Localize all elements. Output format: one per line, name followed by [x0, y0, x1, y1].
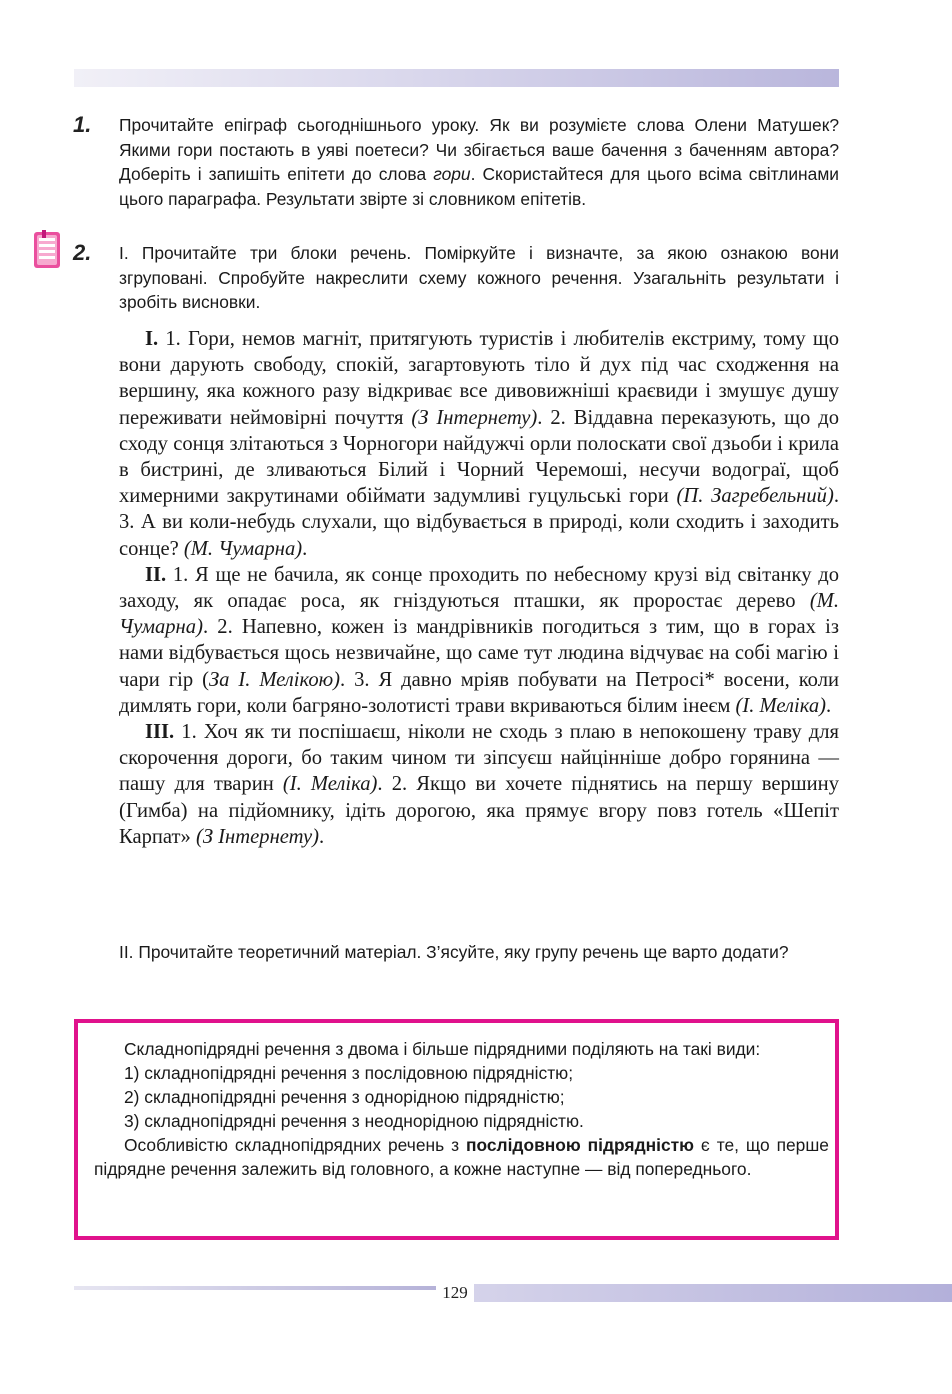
task-1-body-end: . Скористайтеся для цього всіма світлинами цього параграфа. Результати звірте зі словником епітетів.	[119, 164, 839, 209]
task-1-body: Прочитайте епіграф сьогоднішнього уроку. Як ви розумієте слова Олени Матушек? Якими гори постають в уяві поетеси? Чи збігається ваше бачення з баченням автора? Доберіть і запишіть епітети до слова	[119, 115, 839, 184]
block-label: ІІ.	[145, 563, 167, 586]
sentence-text: . 2. Віддавна переказують, що до сходу сонця злітаються з Чорногори найдужчі орли полоскати свої дзьоби і крила в бистрині, де зливаються Білий і Чорний Черемоші, несучи водограї, щоб химерними закрутинами обіймати задумливі гуцульські гори	[119, 406, 839, 508]
sentence-text: 1. Я ще не бачила, як сонце проходить по небесному крузі від світанку до заходу, як опадає роса, як гніздуються пташки, як проростає дерево	[119, 563, 839, 613]
sentence-text: .	[302, 537, 308, 560]
notebook-icon	[31, 230, 63, 270]
task-1-text	[119, 113, 839, 211]
sentence-text: . 3. А ви коли-небудь слухали, що відбувається в природі, коли сходить і заходить сонце?	[119, 485, 839, 560]
theory-item: 3) складнопідрядні речення з неоднорідною підрядністю.	[124, 1111, 584, 1131]
sentence-text: .	[319, 825, 325, 848]
sentence-text: 1. Гори, немов магніт, притягують туристів і любителів екстриму, тому що вони дарують свободу, спокій, загартовують тіло й дух під час сходження на вершину, яка кожного разу відкриває все дивовижніші краєвиди і змушує душу переживати неймовірні почуття	[119, 328, 839, 429]
theory-item: 2) складнопідрядні речення з однорідною підрядністю;	[124, 1087, 565, 1107]
page-number: 129	[442, 1283, 468, 1302]
footer-decor-bar	[474, 1284, 952, 1302]
sentence-text: . 3. Я давно мріяв побувати на Петросі* восени, коли димлять гори, коли багряно-золотисті трави вкриваються білим інеєм	[119, 668, 840, 717]
sentence-text: .	[826, 694, 832, 717]
sentence-blocks	[119, 326, 839, 850]
sentence-block-1	[119, 326, 839, 562]
block-label: ІІІ.	[145, 721, 175, 744]
theory-feature-term: послідовною підрядністю	[465, 1135, 694, 1155]
source-citation: (І. Меліка)	[735, 694, 827, 717]
task-1-word: гори	[433, 164, 471, 184]
task-2-part1: І. Прочитайте три блоки речень. Поміркуйте і визначте, за якою ознакою вони згруповані. Спробуйте накреслити схему кожного речення. Узагальніть результати і зробіть висновки.	[119, 243, 839, 312]
source-citation: За І. Мелікою)	[208, 668, 341, 691]
theory-feature-start: Особливістю складнопідрядних речень з	[124, 1135, 466, 1155]
task-1-number: 1.	[73, 112, 92, 137]
block-label: І.	[145, 328, 159, 350]
sentence-block-2	[119, 562, 839, 719]
footer-decor-line	[74, 1286, 436, 1290]
theory-feature-end: є те, що перше підрядне речення залежить від головного, а кожне наступне — від попереднього.	[94, 1135, 829, 1179]
source-citation: (З Інтернету)	[195, 825, 320, 848]
sentence-text: . 2. Якщо ви хочете піднятись на першу вершину (Гимба) на підйомнику, ідіть дорогою, яка прямує вгору повз готель «Шепіт Карпат»	[119, 773, 839, 848]
task-2-number: 2.	[73, 240, 92, 265]
theory-item: 1) складнопідрядні речення з послідовною підрядністю;	[124, 1063, 574, 1083]
sentence-block-3	[119, 719, 839, 850]
theory-feature	[94, 1133, 829, 1181]
source-citation: (М. Чумарна)	[119, 590, 839, 639]
theory-intro: Складнопідрядні речення з двома і більше підрядними поділяють на такі види:	[124, 1039, 761, 1059]
sentence-text: 1. Хоч як ти поспішаєш, ніколи не сходь з плаю в непокошену траву для скорочення дороги, бо таким чином ти зіпсуєш найцінніше добро горянина — пашу для тварин	[119, 721, 839, 796]
source-citation: (З Інтернету)	[411, 406, 538, 429]
source-citation: (М. Чумарна)	[183, 537, 303, 560]
theory-box	[74, 1019, 839, 1240]
task-2-part2: ІІ. Прочитайте теоретичний матеріал. З’ясуйте, яку групу речень ще варто додати?	[119, 942, 789, 962]
sentence-text: . 2. Напевно, кожен із мандрівників погодиться з тим, що в горах із нами відбувається щось незвичайне, що саме тут людина відчуває на собі магію і чари гір (	[119, 616, 839, 691]
source-citation: (І. Меліка)	[282, 773, 378, 796]
header-decor-bar	[74, 69, 839, 87]
source-citation: (П. Загребельний)	[676, 485, 834, 508]
